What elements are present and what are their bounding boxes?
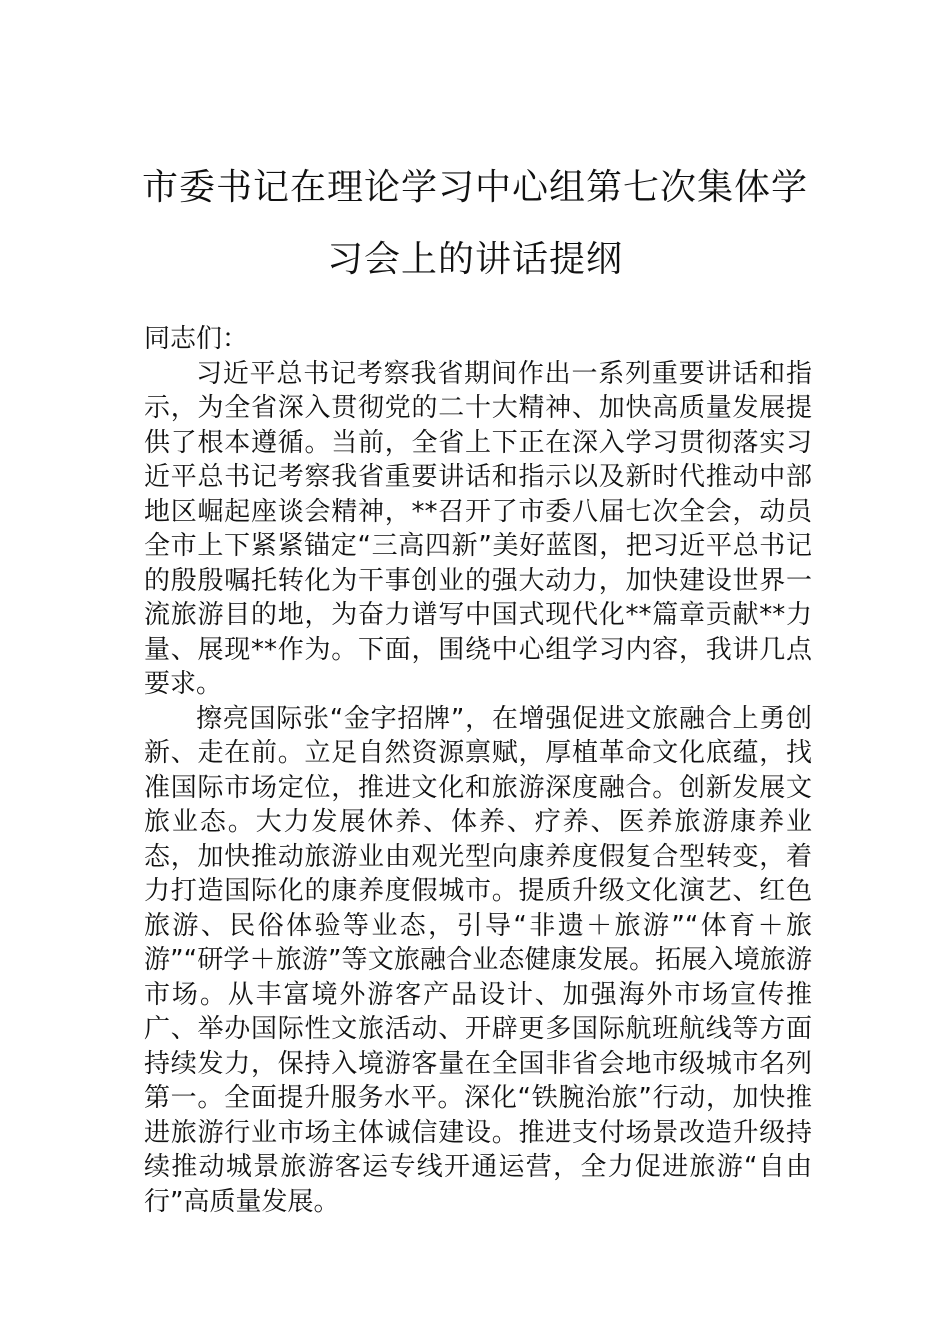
paragraph-1: 习近平总书记考察我省期间作出一系列重要讲话和指示，为全省深入贯彻党的二十大精神、加快高质量发展提供了根本遵循。当前，全省上下正在深入学习贯彻落实习近平总书记考察我省重要讲话和指示以及新时代推动中部地区崛起座谈会精神，**召开了市委八届七次全会，动员全市上下紧紧锚定“三高四新”美好蓝图，把习近平总书记的殷殷嘱托转化为干事创业的强大动力，加快建设世界一流旅游目的地，为奋力谱写中国式现代化**篇章贡献**力量、展现**作为。下面，围绕中心组学习内容，我讲几点要求。 [144, 358, 812, 699]
document-body [144, 322, 812, 1219]
document-title: 市委书记在理论学习中心组第七次集体学习会上的讲话提纲 [141, 167, 808, 280]
salutation: 同志们： [144, 324, 249, 354]
paragraph-2: 擦亮国际张“金字招牌”，在增强促进文旅融合上勇创新、走在前。立足自然资源禀赋，厚植革命文化底蕴，找准国际市场定位，推进文化和旅游深度融合。创新发展文旅业态。大力发展休养、体养、疗养、医养旅游康养业态，加快推动旅游业由观光型向康养度假复合型转变，着力打造国际化的康养度假城市。提质升级文化演艺、红色旅游、民俗体验等业态，引导“非遗＋旅游”“体育＋旅游”“研学＋旅游”等文旅融合业态健康发展。拓展入境旅游市场。从丰富境外游客产品设计、加强海外市场宣传推广、举办国际性文旅活动、开辟更多国际航班航线等方面持续发力，保持入境游客量在全国非省会地市级城市名列第一。全面提升服务水平。深化“铁腕治旅”行动，加快推进旅游行业市场主体诚信建设。推进支付场景改造升级持续推动城景旅游客运专线开通运营，全力促进旅游“自由行”高质量发展。 [144, 703, 812, 1217]
